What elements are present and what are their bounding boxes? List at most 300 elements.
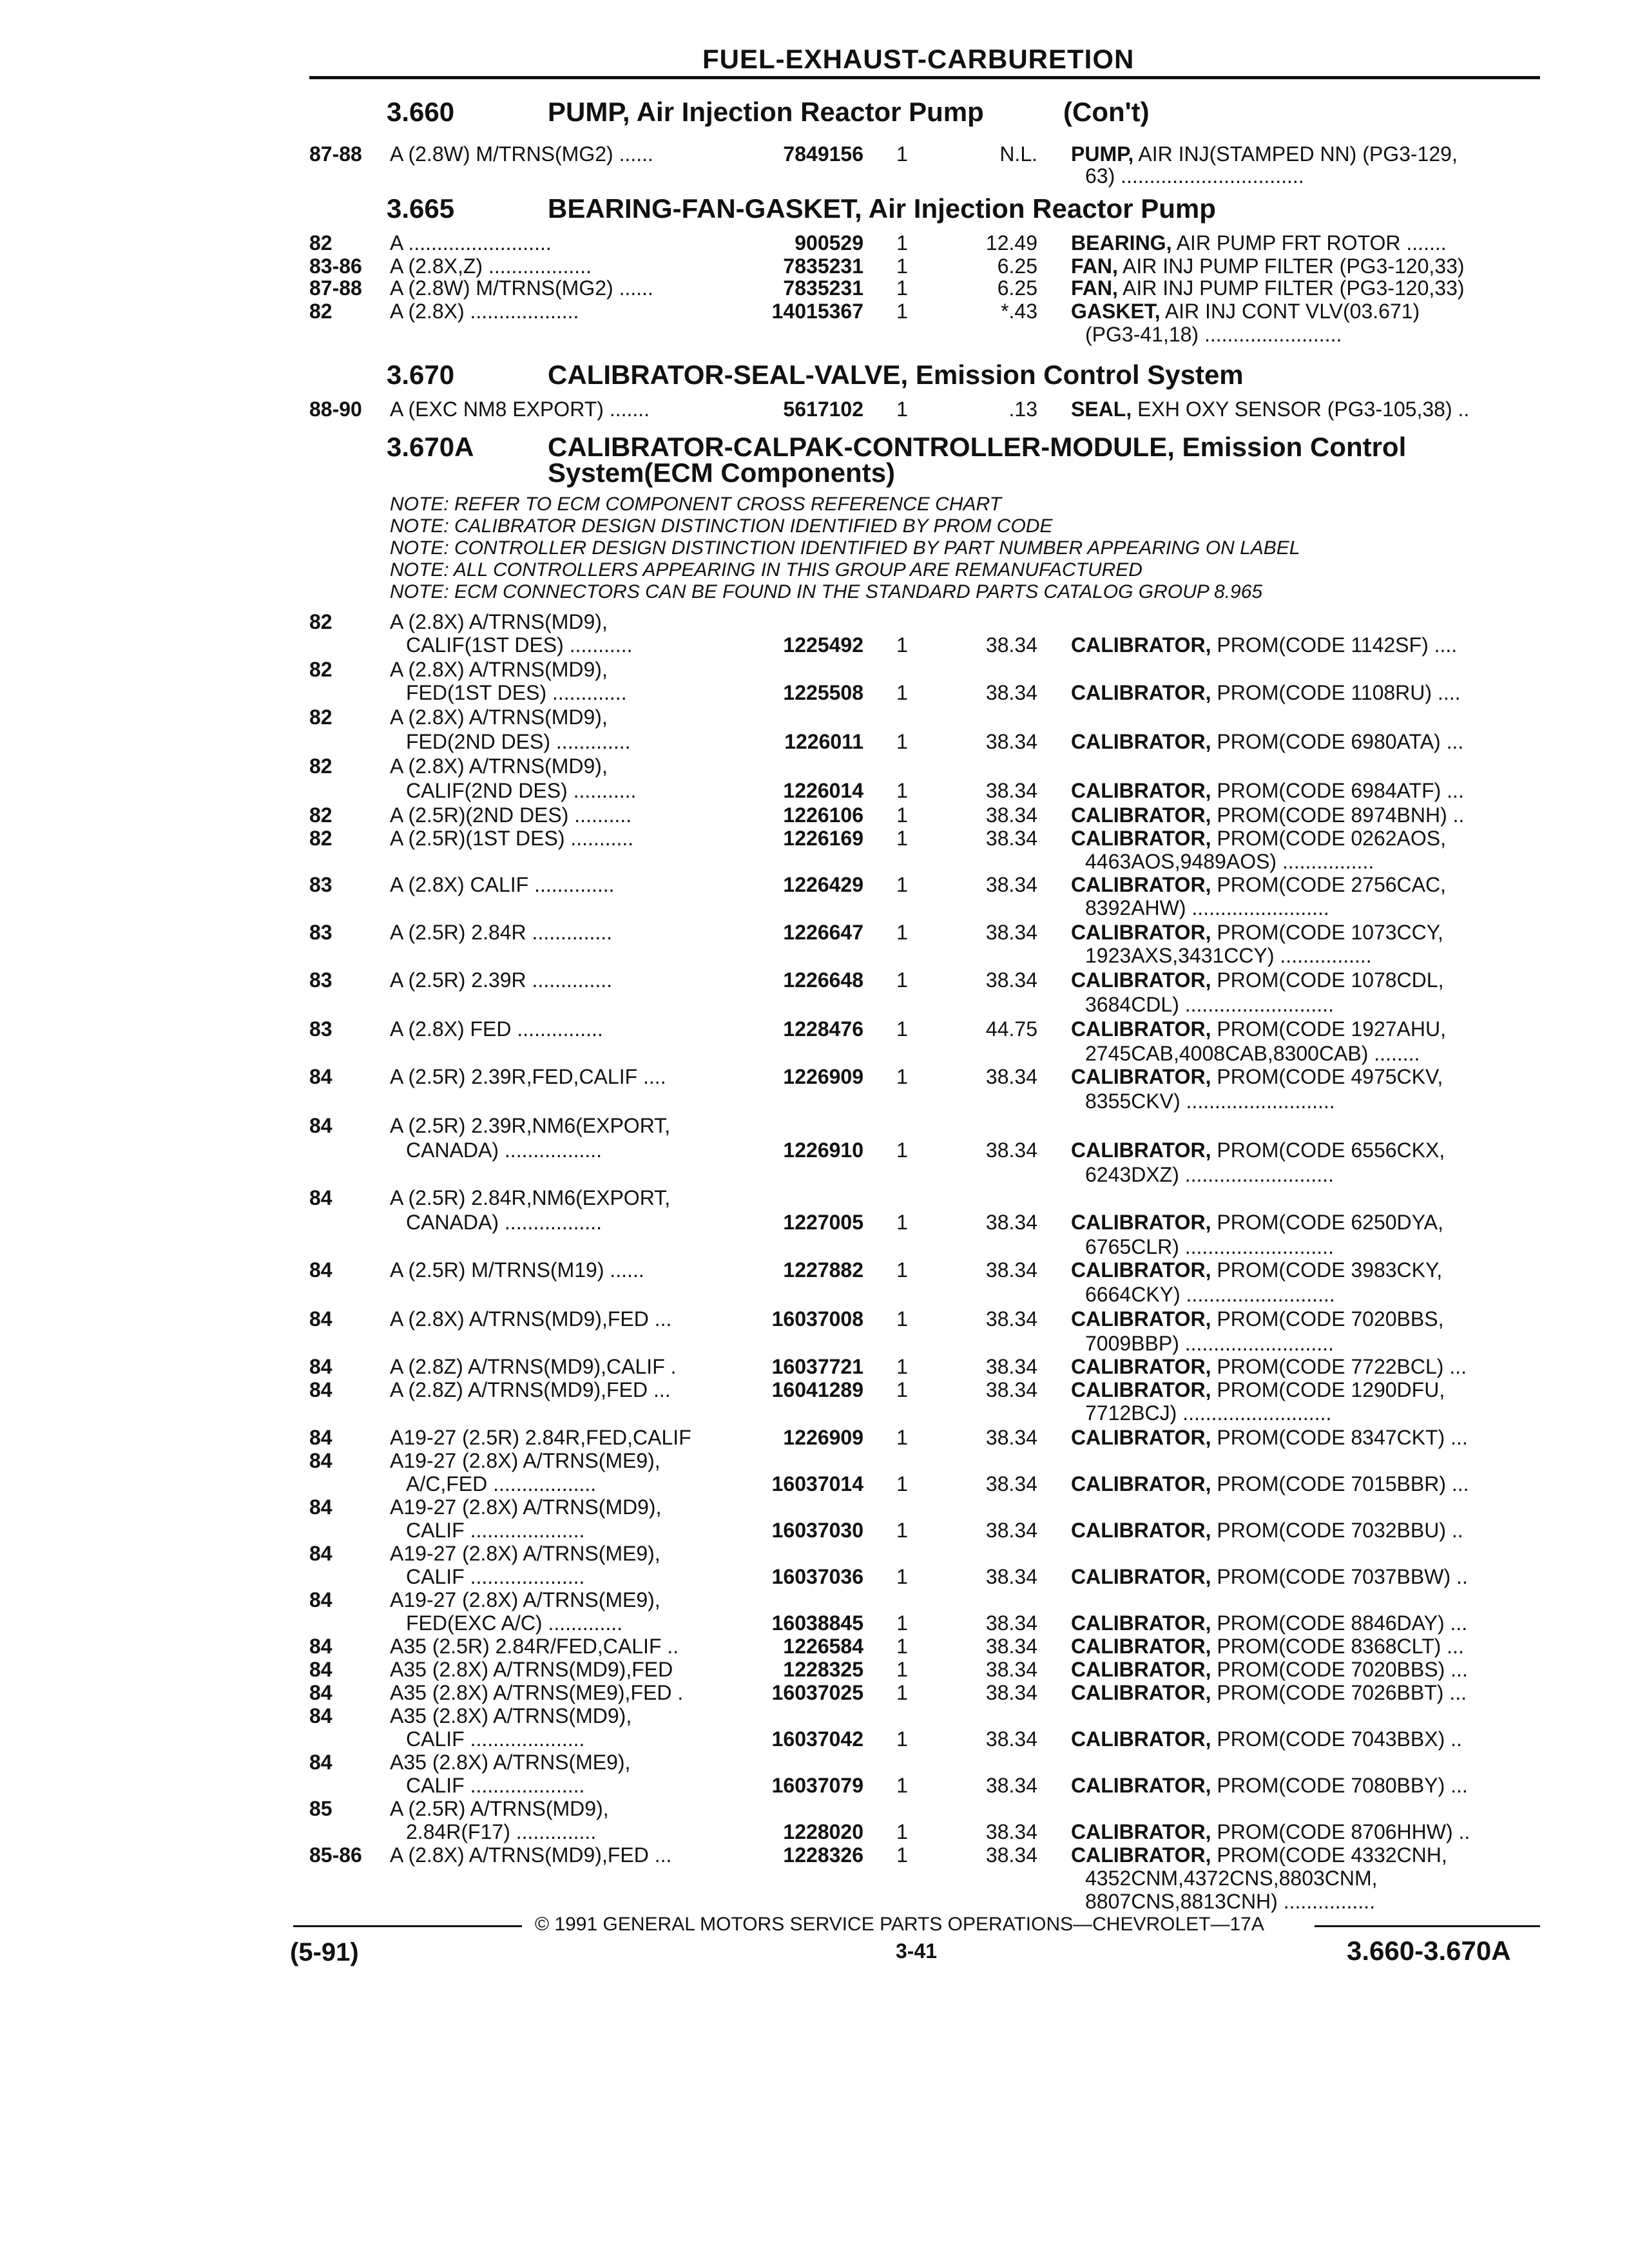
description-text: AIR INJ PUMP FILTER (PG3-120,33) <box>1117 276 1465 300</box>
application: A (2.5R) 2.39R .............. <box>390 968 613 992</box>
price: 38.34 <box>985 803 1037 827</box>
description-noun: CALIBRATOR, <box>1071 1611 1211 1635</box>
description <box>1071 1258 1535 1282</box>
description-text: PROM(CODE 1290DFU, <box>1211 1378 1445 1401</box>
description-noun: CALIBRATOR, <box>1071 779 1211 802</box>
description <box>1085 1041 1549 1066</box>
price: N.L. <box>999 142 1037 166</box>
description <box>1071 1210 1535 1235</box>
header-rule <box>309 76 1540 79</box>
price: 38.34 <box>985 1519 1037 1542</box>
part-number: 16037036 <box>771 1565 863 1588</box>
section-heading-cont <box>548 457 895 488</box>
section-title: CALIBRATOR-SEAL-VALVE, Emission Control System <box>548 360 1244 390</box>
quantity: 1 <box>896 398 908 421</box>
description-text: PROM(CODE 6980ATA) ... <box>1211 730 1464 753</box>
description-text: 6664CKY) .......................... <box>1085 1283 1335 1306</box>
application: CALIF .................... <box>406 1565 585 1588</box>
model-year: 84 <box>309 1355 333 1378</box>
description <box>1071 1611 1535 1635</box>
model-year: 82 <box>309 827 333 850</box>
footer-rule-right <box>1315 1925 1540 1927</box>
application: A (2.8X) CALIF .............. <box>390 873 615 896</box>
part-number: 1228325 <box>783 1658 863 1681</box>
quantity: 1 <box>896 633 908 657</box>
application: A (2.8X) A/TRNS(MD9), <box>390 706 608 729</box>
description-text: AIR INJ PUMP FILTER (PG3-120,33) <box>1117 255 1465 278</box>
description <box>1071 920 1535 945</box>
description-noun: CALIBRATOR, <box>1071 873 1211 896</box>
description-noun: CALIBRATOR, <box>1071 1355 1211 1378</box>
description-text: AIR PUMP FRT ROTOR ....... <box>1171 231 1447 255</box>
price: 38.34 <box>985 1355 1037 1378</box>
price: .13 <box>1008 398 1037 421</box>
description <box>1071 231 1535 255</box>
price: 38.34 <box>985 921 1037 944</box>
part-number: 1226106 <box>783 803 863 827</box>
description-text: PROM(CODE 7037BBW) .. <box>1211 1565 1468 1588</box>
application: FED(2ND DES) ............. <box>406 730 631 753</box>
part-number: 7835231 <box>783 255 863 278</box>
description-text: PROM(CODE 1108RU) .... <box>1211 681 1461 704</box>
application: A (EXC NM8 EXPORT) ....... <box>390 398 650 421</box>
description-text: 4352CNM,4372CNS,8803CNM, <box>1085 1867 1378 1890</box>
description-text: PROM(CODE 6556CKX, <box>1211 1139 1445 1162</box>
description <box>1085 1889 1549 1914</box>
price: 38.34 <box>985 1843 1037 1867</box>
description-text: PROM(CODE 6250DYA, <box>1211 1211 1443 1234</box>
part-number: 1226169 <box>783 827 863 850</box>
model-year: 83 <box>309 968 333 992</box>
quantity: 1 <box>896 1258 908 1282</box>
part-number: 1228326 <box>783 1843 863 1867</box>
model-year: 82 <box>309 803 333 827</box>
price: 38.34 <box>985 1426 1037 1449</box>
description-text: EXH OXY SENSOR (PG3-105,38) .. <box>1132 398 1470 421</box>
price: 38.34 <box>985 1611 1037 1635</box>
application: CANADA) ................. <box>406 1139 602 1162</box>
description-noun: GASKET, <box>1071 300 1161 323</box>
description-noun: CALIBRATOR, <box>1071 1017 1211 1041</box>
part-number: 1226647 <box>783 921 863 944</box>
quantity: 1 <box>896 231 908 255</box>
section-title-line2: System(ECM Components) <box>548 457 896 488</box>
description-text: PROM(CODE 8846DAY) ... <box>1211 1611 1468 1635</box>
price: 6.25 <box>997 276 1037 300</box>
application: A/C,FED .................. <box>406 1472 597 1495</box>
quantity: 1 <box>896 873 908 896</box>
description-text: 63) ................................ <box>1085 164 1304 187</box>
description <box>1071 826 1535 850</box>
description <box>1071 1820 1535 1844</box>
part-number: 16037030 <box>771 1519 863 1542</box>
description-noun: CALIBRATOR, <box>1071 1065 1211 1088</box>
part-number: 5617102 <box>783 398 863 421</box>
description <box>1085 992 1549 1017</box>
price: 6.25 <box>997 255 1037 278</box>
price: 38.34 <box>985 873 1037 896</box>
part-number: 1226011 <box>784 730 863 753</box>
section-number: 3.660 <box>387 97 455 127</box>
application: CALIF(2ND DES) ........... <box>406 779 637 802</box>
note-line: NOTE: REFER TO ECM COMPONENT CROSS REFERENCE CHART <box>390 494 1001 515</box>
application: A (2.5R) 2.39R,FED,CALIF .... <box>390 1065 666 1088</box>
price: *.43 <box>1001 300 1037 323</box>
quantity: 1 <box>896 730 908 753</box>
description-noun: CALIBRATOR, <box>1071 921 1211 944</box>
price: 38.34 <box>985 968 1037 992</box>
price: 38.34 <box>985 1658 1037 1681</box>
description-noun: CALIBRATOR, <box>1071 1139 1211 1162</box>
model-year: 85 <box>309 1797 333 1820</box>
price: 38.34 <box>985 779 1037 802</box>
section-number: 3.670 <box>387 360 455 390</box>
description-text: PROM(CODE 6984ATF) ... <box>1211 779 1464 802</box>
application: A35 (2.8X) A/TRNS(MD9),FED <box>390 1658 673 1681</box>
part-number: 16037079 <box>771 1774 863 1797</box>
part-number: 1226909 <box>783 1426 863 1449</box>
price: 38.34 <box>985 1378 1037 1401</box>
application: CALIF(1ST DES) ........... <box>406 633 633 657</box>
description-text: PROM(CODE 7020BBS, <box>1211 1307 1444 1331</box>
model-year: 84 <box>309 1681 333 1704</box>
section-heading <box>387 432 1406 463</box>
model-year: 84 <box>309 1658 333 1681</box>
model-year: 84 <box>309 1186 333 1209</box>
note-line: NOTE: ALL CONTROLLERS APPEARING IN THIS GROUP ARE REMANUFACTURED <box>390 559 1142 581</box>
quantity: 1 <box>896 300 908 323</box>
price: 38.34 <box>985 681 1037 704</box>
description <box>1071 1307 1535 1331</box>
description-noun: CALIBRATOR, <box>1071 1820 1211 1843</box>
description <box>1071 254 1535 278</box>
application: A (2.8X) A/TRNS(MD9), <box>390 658 608 681</box>
description <box>1071 1634 1535 1658</box>
quantity: 1 <box>896 1378 908 1401</box>
description-text: PROM(CODE 7043BBX) .. <box>1211 1727 1462 1751</box>
description <box>1085 1866 1549 1890</box>
application: A ......................... <box>390 231 552 255</box>
application: FED(EXC A/C) ............. <box>406 1611 623 1635</box>
description <box>1071 803 1535 827</box>
description-noun: BEARING, <box>1071 231 1172 255</box>
application: CALIF .................... <box>406 1727 585 1751</box>
description-text: PROM(CODE 8706HHW) .. <box>1211 1820 1470 1843</box>
description-text: 6765CLR) .......................... <box>1085 1235 1334 1258</box>
description <box>1071 1017 1535 1041</box>
part-number: 1226014 <box>783 779 863 802</box>
footer-page-number: 3-41 <box>896 1939 938 1963</box>
quantity: 1 <box>896 1565 908 1588</box>
part-number: 1226909 <box>783 1065 863 1088</box>
price: 38.34 <box>985 1681 1037 1704</box>
description <box>1071 1680 1535 1705</box>
model-year: 84 <box>309 1378 333 1401</box>
price: 38.34 <box>985 1307 1037 1331</box>
description-text: (PG3-41,18) ........................ <box>1085 323 1342 346</box>
application: CALIF .................... <box>406 1519 585 1542</box>
quantity: 1 <box>896 1843 908 1867</box>
price: 38.34 <box>985 1727 1037 1751</box>
application: A (2.5R) M/TRNS(M19) ...... <box>390 1258 644 1282</box>
quantity: 1 <box>896 1658 908 1681</box>
quantity: 1 <box>896 1307 908 1331</box>
description-noun: FAN, <box>1071 255 1118 278</box>
description-text: PROM(CODE 1073CCY, <box>1211 921 1443 944</box>
application: CANADA) ................. <box>406 1211 602 1234</box>
part-number: 1225492 <box>783 633 863 657</box>
price: 38.34 <box>985 1565 1037 1588</box>
model-year: 84 <box>309 1751 333 1774</box>
application: A (2.5R)(2ND DES) .......... <box>390 803 632 827</box>
model-year: 82 <box>309 658 333 681</box>
description-noun: CALIBRATOR, <box>1071 1211 1211 1234</box>
description-noun: CALIBRATOR, <box>1071 1658 1211 1681</box>
description <box>1071 276 1535 300</box>
description-noun: CALIBRATOR, <box>1071 1426 1211 1449</box>
description-text: PROM(CODE 8974BNH) .. <box>1211 803 1465 827</box>
section-title: CALIBRATOR-CALPAK-CONTROLLER-MODULE, Emission Control <box>548 432 1407 462</box>
price: 38.34 <box>985 1258 1037 1282</box>
quantity: 1 <box>896 1820 908 1843</box>
quantity: 1 <box>896 1426 908 1449</box>
model-year: 84 <box>309 1542 333 1565</box>
quantity: 1 <box>896 1065 908 1088</box>
part-number: 1227882 <box>783 1258 863 1282</box>
application: CALIF .................... <box>406 1774 585 1797</box>
model-year: 84 <box>309 1588 333 1611</box>
model-year: 83 <box>309 921 333 944</box>
price: 38.34 <box>985 827 1037 850</box>
application: 2.84R(F17) .............. <box>406 1820 597 1843</box>
application: A (2.5R) 2.39R,NM6(EXPORT, <box>390 1114 671 1137</box>
description-text: AIR INJ(STAMPED NN) (PG3-129, <box>1133 142 1458 166</box>
description <box>1071 968 1535 992</box>
quantity: 1 <box>896 968 908 992</box>
description-noun: CALIBRATOR, <box>1071 1681 1211 1704</box>
application: A35 (2.8X) A/TRNS(ME9), <box>390 1751 631 1774</box>
application: A (2.8W) M/TRNS(MG2) ...... <box>390 276 653 300</box>
part-number: 16037042 <box>771 1727 863 1751</box>
quantity: 1 <box>896 1139 908 1162</box>
application: A (2.8X) A/TRNS(MD9),FED ... <box>390 1843 672 1867</box>
application: A (2.8W) M/TRNS(MG2) ...... <box>390 142 653 166</box>
model-year: 83 <box>309 873 333 896</box>
application: FED(1ST DES) ............. <box>406 681 627 704</box>
model-year: 87-88 <box>309 142 362 166</box>
section-heading <box>387 97 1150 128</box>
application: A (2.5R) A/TRNS(MD9), <box>390 1797 609 1820</box>
part-number: 1225508 <box>783 681 863 704</box>
description <box>1085 1235 1549 1259</box>
description-noun: CALIBRATOR, <box>1071 1519 1211 1542</box>
description-text: 7009BBP) .......................... <box>1085 1332 1334 1355</box>
description <box>1071 729 1535 754</box>
part-number: 1228020 <box>783 1820 863 1843</box>
quantity: 1 <box>896 681 908 704</box>
description-text: PROM(CODE 7032BBU) .. <box>1211 1519 1463 1542</box>
description-text: PROM(CODE 4975CKV, <box>1211 1065 1443 1088</box>
description-text: 6243DXZ) .......................... <box>1085 1163 1334 1186</box>
price: 38.34 <box>985 1635 1037 1658</box>
description <box>1085 164 1549 188</box>
description <box>1071 680 1535 705</box>
description-text: PROM(CODE 7722BCL) ... <box>1211 1355 1467 1378</box>
price: 12.49 <box>985 231 1037 255</box>
price: 38.34 <box>985 633 1037 657</box>
quantity: 1 <box>896 142 908 166</box>
part-number: 16037008 <box>771 1307 863 1331</box>
description-noun: CALIBRATOR, <box>1071 1307 1211 1331</box>
part-number: 900529 <box>795 231 863 255</box>
description-noun: CALIBRATOR, <box>1071 730 1211 753</box>
description-text: 8392AHW) ........................ <box>1085 896 1329 919</box>
description-text: PROM(CODE 7026BBT) ... <box>1211 1681 1467 1704</box>
model-year: 85-86 <box>309 1843 362 1867</box>
description <box>1085 896 1549 920</box>
application: A (2.8Z) A/TRNS(MD9),FED ... <box>390 1378 671 1401</box>
part-number: 16037025 <box>771 1681 863 1704</box>
description <box>1085 943 1549 968</box>
model-year: 84 <box>309 1307 333 1331</box>
footer-date: (5-91) <box>290 1938 359 1966</box>
application: A19-27 (2.5R) 2.84R,FED,CALIF <box>390 1426 691 1449</box>
description-text: PROM(CODE 8368CLT) ... <box>1211 1635 1464 1658</box>
description <box>1071 1378 1535 1402</box>
model-year: 82 <box>309 610 333 633</box>
description-noun: CALIBRATOR, <box>1071 1472 1211 1495</box>
part-number: 1227005 <box>783 1211 863 1234</box>
quantity: 1 <box>896 1355 908 1378</box>
description-noun: CALIBRATOR, <box>1071 1843 1211 1867</box>
description-noun: CALIBRATOR, <box>1071 1727 1211 1751</box>
price: 44.75 <box>985 1017 1037 1041</box>
page-header-title: FUEL-EXHAUST-CARBURETION <box>702 44 1135 74</box>
description <box>1071 1843 1535 1867</box>
description-text: 8355CKV) .......................... <box>1085 1090 1335 1113</box>
part-number: 16038845 <box>771 1611 863 1635</box>
section-title: BEARING-FAN-GASKET, Air Injection Reactor Pump <box>548 193 1216 224</box>
description-noun: CALIBRATOR, <box>1071 1565 1211 1588</box>
part-number: 1226429 <box>783 873 863 896</box>
description-noun: CALIBRATOR, <box>1071 1635 1211 1658</box>
description <box>1071 1518 1535 1542</box>
description-text: PROM(CODE 0262AOS, <box>1211 827 1447 850</box>
quantity: 1 <box>896 803 908 827</box>
quantity: 1 <box>896 779 908 802</box>
description-text: 1923AXS,3431CCY) ................ <box>1085 944 1372 967</box>
application: A (2.8Z) A/TRNS(MD9),CALIF . <box>390 1355 677 1378</box>
description <box>1071 1425 1535 1450</box>
description-noun: FAN, <box>1071 276 1118 300</box>
section-heading <box>387 360 1244 390</box>
description-text: PROM(CODE 8347CKT) ... <box>1211 1426 1468 1449</box>
description <box>1071 1727 1535 1751</box>
quantity: 1 <box>896 1017 908 1041</box>
quantity: 1 <box>896 1611 908 1635</box>
footer-copyright: © 1991 GENERAL MOTORS SERVICE PARTS OPERATIONS—CHEVROLET—17A <box>535 1914 1264 1935</box>
description-text: PROM(CODE 4332CNH, <box>1211 1843 1447 1867</box>
description <box>1085 1162 1549 1187</box>
description <box>1071 142 1535 166</box>
description-text: PROM(CODE 3983CKY, <box>1211 1258 1443 1282</box>
description <box>1071 1657 1535 1682</box>
section-number: 3.670A <box>387 432 474 462</box>
quantity: 1 <box>896 827 908 850</box>
model-year: 84 <box>309 1426 333 1449</box>
application: A19-27 (2.8X) A/TRNS(ME9), <box>390 1449 660 1472</box>
description-text: 2745CAB,4008CAB,8300CAB) ........ <box>1085 1042 1420 1065</box>
description-text: AIR INJ CONT VLV(03.671) <box>1160 300 1420 323</box>
note-line: NOTE: ECM CONNECTORS CAN BE FOUND IN THE STANDARD PARTS CATALOG GROUP 8.965 <box>390 581 1263 602</box>
price: 38.34 <box>985 1211 1037 1234</box>
part-number: 1226648 <box>783 968 863 992</box>
model-year: 82 <box>309 231 333 255</box>
application: A19-27 (2.8X) A/TRNS(ME9), <box>390 1542 660 1565</box>
model-year: 83-86 <box>309 255 362 278</box>
price: 38.34 <box>985 730 1037 753</box>
application: A (2.5R)(1ST DES) ........... <box>390 827 634 850</box>
description-noun: CALIBRATOR, <box>1071 1774 1211 1797</box>
application: A (2.8X) ................... <box>390 300 579 323</box>
section-continued: (Con't) <box>1063 97 1150 127</box>
model-year: 84 <box>309 1449 333 1472</box>
part-number: 7835231 <box>783 276 863 300</box>
application: A (2.8X) A/TRNS(MD9),FED ... <box>390 1307 672 1331</box>
description-text: PROM(CODE 1142SF) .... <box>1211 633 1458 657</box>
note-line: NOTE: CONTROLLER DESIGN DISTINCTION IDENTIFIED BY PART NUMBER APPEARING ON LABEL <box>390 537 1300 559</box>
description-text: PROM(CODE 7015BBR) ... <box>1211 1472 1469 1495</box>
description-text: PROM(CODE 2756CAC, <box>1211 873 1446 896</box>
description-text: 4463AOS,9489AOS) ................ <box>1085 850 1374 873</box>
description-noun: CALIBRATOR, <box>1071 1378 1211 1401</box>
quantity: 1 <box>896 276 908 300</box>
quantity: 1 <box>896 1519 908 1542</box>
description <box>1071 299 1535 323</box>
description-noun: CALIBRATOR, <box>1071 827 1211 850</box>
quantity: 1 <box>896 921 908 944</box>
price: 38.34 <box>985 1820 1037 1843</box>
description <box>1071 1138 1535 1162</box>
part-number: 16037721 <box>771 1355 863 1378</box>
description-text: 7712BCJ) .......................... <box>1085 1401 1332 1425</box>
model-year: 84 <box>309 1258 333 1282</box>
price: 38.34 <box>985 1472 1037 1495</box>
footer-section-range: 3.660-3.670A <box>1347 1936 1511 1966</box>
description-noun: SEAL, <box>1071 398 1132 421</box>
quantity: 1 <box>896 255 908 278</box>
application: A35 (2.8X) A/TRNS(MD9), <box>390 1704 632 1727</box>
price: 38.34 <box>985 1139 1037 1162</box>
part-number: 1228476 <box>783 1017 863 1041</box>
description <box>1071 633 1535 657</box>
description-noun: CALIBRATOR, <box>1071 681 1211 704</box>
description <box>1085 1331 1549 1356</box>
description <box>1071 1564 1535 1589</box>
description-noun: CALIBRATOR, <box>1071 1258 1211 1282</box>
price: 38.34 <box>985 1774 1037 1797</box>
description <box>1085 1282 1549 1307</box>
application: A19-27 (2.8X) A/TRNS(ME9), <box>390 1588 660 1611</box>
model-year: 84 <box>309 1704 333 1727</box>
part-number: 7849156 <box>783 142 863 166</box>
model-year: 87-88 <box>309 276 362 300</box>
application: A (2.8X) A/TRNS(MD9), <box>390 610 608 633</box>
part-number: 1226584 <box>783 1635 863 1658</box>
description-text: PROM(CODE 1078CDL, <box>1211 968 1444 992</box>
description <box>1071 1472 1535 1496</box>
description-text: PROM(CODE 7020BBS) ... <box>1211 1658 1468 1681</box>
